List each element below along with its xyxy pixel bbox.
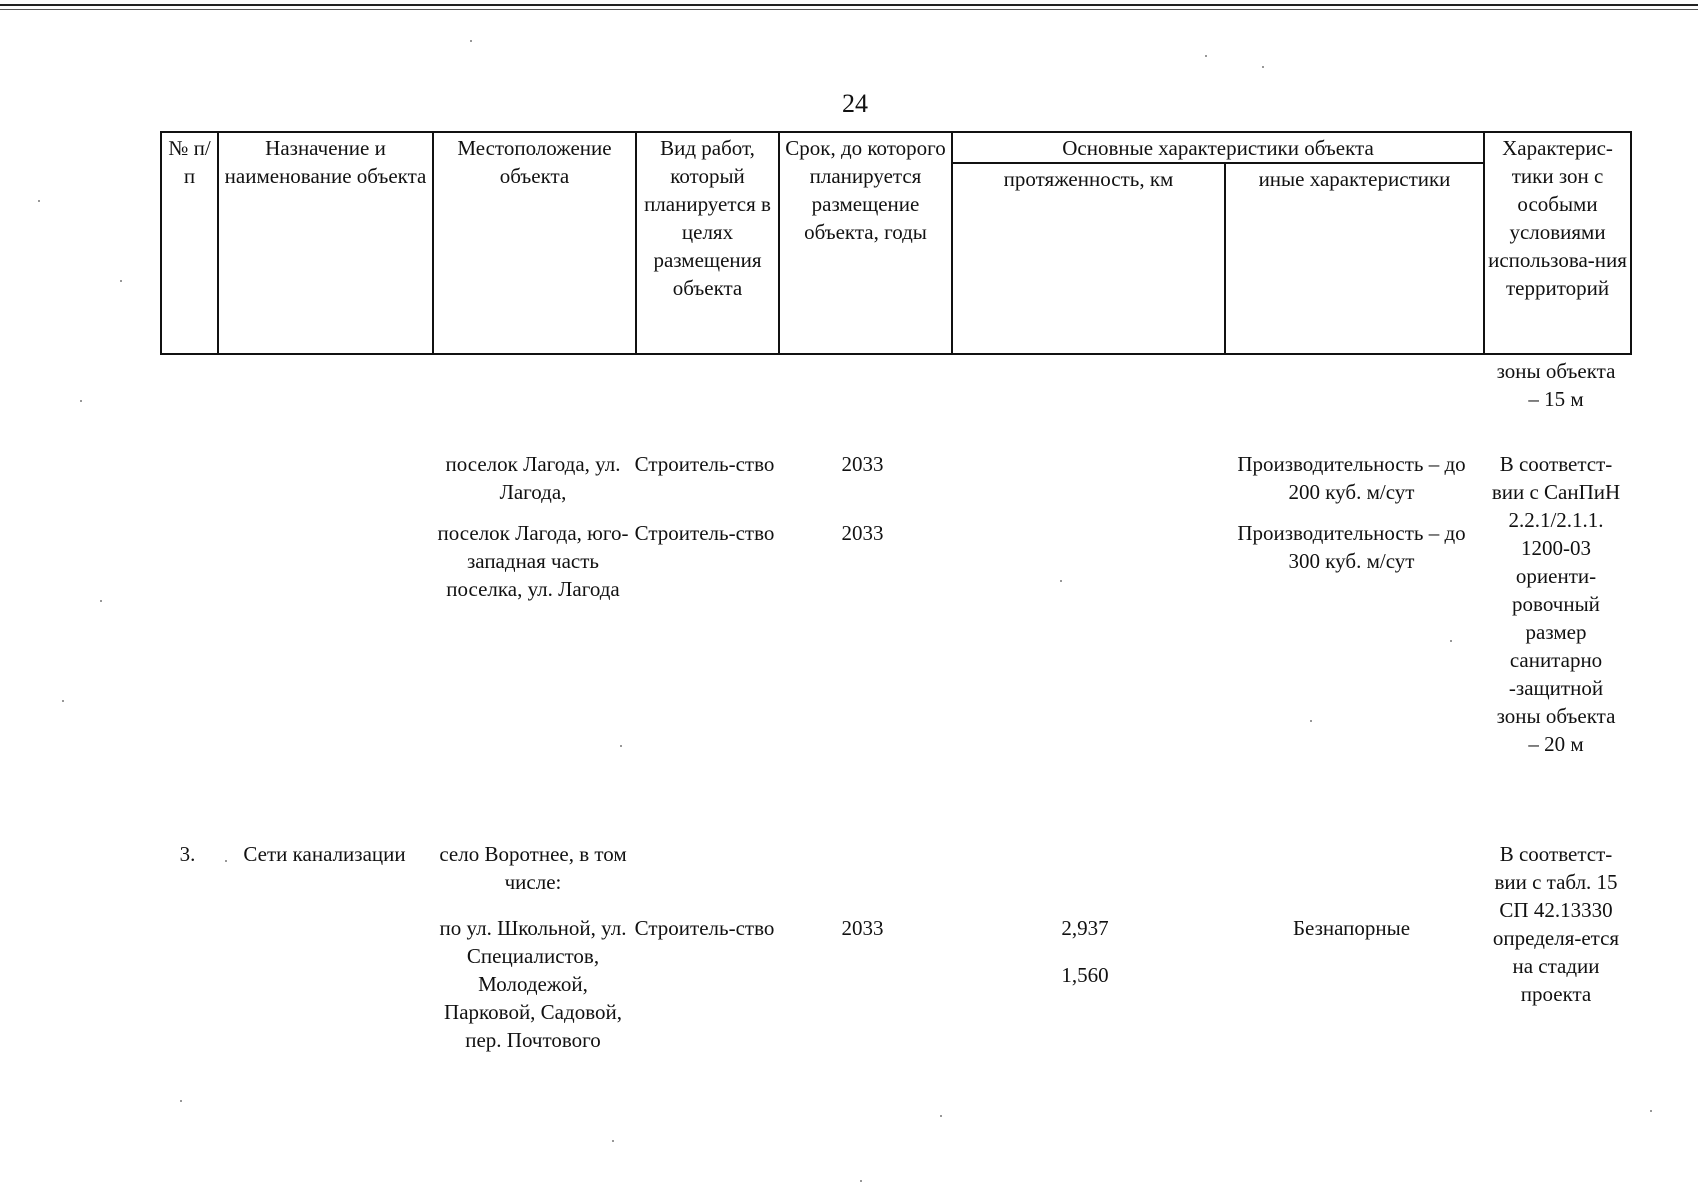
header-purpose: Назначение и наименование объекта xyxy=(218,132,433,354)
row1-location: поселок Лагода, ул. Лагода, xyxy=(445,452,621,504)
header-location: Местоположение объекта xyxy=(433,132,636,354)
item3-name: Сети канализации xyxy=(243,842,406,866)
item3-sub-work: Строитель-ство xyxy=(634,916,775,940)
scan-speck xyxy=(120,280,122,282)
scan-speck xyxy=(1262,66,1264,68)
header-deadline: Срок, до которого планируется размещение объекта, годы xyxy=(779,132,952,354)
item3-sub-other: Безнапорные xyxy=(1292,916,1411,940)
scan-speck xyxy=(80,400,82,402)
item3-num: 3. xyxy=(179,842,196,866)
scan-speck xyxy=(940,1115,942,1117)
scan-speck xyxy=(1650,1110,1652,1112)
top-border-rule-thin xyxy=(0,9,1698,10)
header-other: иные характеристики xyxy=(1225,163,1484,354)
row1-work: Строитель-ство xyxy=(634,452,775,476)
header-length: протяженность, км xyxy=(952,163,1225,354)
scan-speck xyxy=(860,1180,862,1182)
top-border-rule xyxy=(0,4,1698,6)
row2-work: Строитель-ство xyxy=(634,521,775,545)
item3-sub-year: 2033 xyxy=(841,916,884,940)
header-num: № п/п xyxy=(161,132,218,354)
header-zones: Характерис-тики зон с особыми условиями использова-ния территорий xyxy=(1484,132,1631,354)
scan-speck xyxy=(1205,55,1207,57)
zone-continuation: зоны объекта – 15 м xyxy=(1496,359,1616,411)
page-number: 24 xyxy=(842,89,868,118)
scan-speck xyxy=(180,1100,182,1102)
row1-year: 2033 xyxy=(841,452,884,476)
scan-speck xyxy=(1450,640,1452,642)
table-header xyxy=(160,131,1632,355)
scan-speck xyxy=(1310,720,1312,722)
item3-sub-length-1: 2,937 xyxy=(1061,916,1109,940)
row1-other: Производительность – до 200 куб. м/сут xyxy=(1237,452,1466,504)
item3-sub-location: по ул. Школьной, ул. Специалистов, Молодежой, Парковой, Садовой, пер. Почтового xyxy=(439,916,627,1052)
scan-speck xyxy=(1060,580,1062,582)
row2-other: Производительность – до 300 куб. м/сут xyxy=(1237,521,1466,573)
row2-location: поселок Лагода, юго-западная часть поселка, ул. Лагода xyxy=(437,521,629,601)
scan-speck xyxy=(225,860,227,862)
item3-zone: В соответст-вии с табл. 15 СП 42.13330 определя-ется на стадии проекта xyxy=(1492,842,1620,1006)
header-work-type: Вид работ, который планируется в целях размещения объекта xyxy=(636,132,779,354)
scan-speck xyxy=(62,700,64,702)
row2-year: 2033 xyxy=(841,521,884,545)
scan-speck xyxy=(612,1140,614,1142)
item3-sub-length-2: 1,560 xyxy=(1061,963,1109,987)
scan-speck xyxy=(38,200,40,202)
lagoda-zone: В соответст-вии с СанПиН 2.2.1/2.1.1. 1200-03 ориенти-ровочный размер санитарно -защитной зоны объекта – 20 м xyxy=(1491,452,1621,756)
scan-speck xyxy=(100,600,102,602)
header-main-group: Основные характеристики объекта xyxy=(952,132,1484,163)
scan-speck xyxy=(470,40,472,42)
item3-location: село Воротнее, в том числе: xyxy=(439,842,627,894)
scan-speck xyxy=(620,745,622,747)
